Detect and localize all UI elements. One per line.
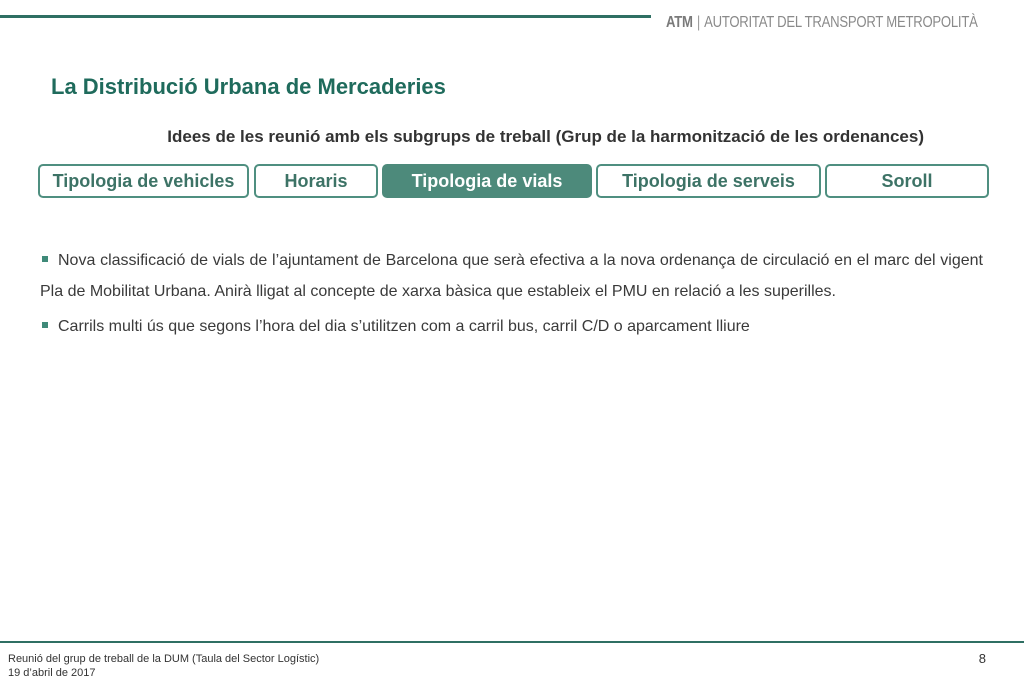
footer-date: 19 d’abril de 2017 bbox=[8, 667, 96, 679]
bullet-square-icon bbox=[42, 256, 48, 262]
brand-separator: | bbox=[696, 14, 700, 31]
category-tabs bbox=[0, 164, 1024, 200]
bullet-list bbox=[40, 245, 983, 346]
page-number: 8 bbox=[978, 651, 986, 666]
brand-logo bbox=[666, 14, 978, 32]
footer-meeting: Reunió del grup de treball de la DUM (Taula del Sector Logístic) bbox=[8, 653, 320, 665]
tab-tipologia-de-vials[interactable]: Tipologia de vials bbox=[382, 164, 592, 198]
footer bbox=[8, 652, 319, 680]
page-title: La Distribució Urbana de Mercaderies bbox=[51, 74, 446, 99]
brand-abbr: ATM bbox=[666, 14, 693, 31]
section-subtitle bbox=[0, 127, 1004, 147]
tab-tipologia-de-serveis[interactable]: Tipologia de serveis bbox=[596, 164, 821, 198]
section-subtitle-text: Idees de les reunió amb els subgrups de treball (Grup de la harmonització de les ordenances) bbox=[167, 127, 924, 146]
tab-soroll[interactable]: Soroll bbox=[825, 164, 989, 198]
list-item bbox=[40, 311, 983, 342]
list-item bbox=[40, 245, 983, 307]
bullet-text: Carrils multi ús que segons l’hora del dia s’utilitzen com a carril bus, carril C/D o aparcament lliure bbox=[58, 318, 750, 335]
brand-name: AUTORITAT DEL TRANSPORT METROPOLITÀ bbox=[704, 14, 978, 31]
bullet-text: Nova classificació de vials de l’ajuntament de Barcelona que serà efectiva a la nova ordenança de circulació en el marc del vigent Pla de Mobilitat Urbana. Anirà lligat al concepte de xarxa bàsica que estableix el PMU en relació a les superilles. bbox=[40, 252, 983, 300]
tab-tipologia-de-vehicles[interactable]: Tipologia de vehicles bbox=[38, 164, 249, 198]
tab-horaris[interactable]: Horaris bbox=[254, 164, 378, 198]
header-rule bbox=[0, 15, 651, 18]
footer-rule bbox=[0, 641, 1024, 643]
bullet-square-icon bbox=[42, 322, 48, 328]
